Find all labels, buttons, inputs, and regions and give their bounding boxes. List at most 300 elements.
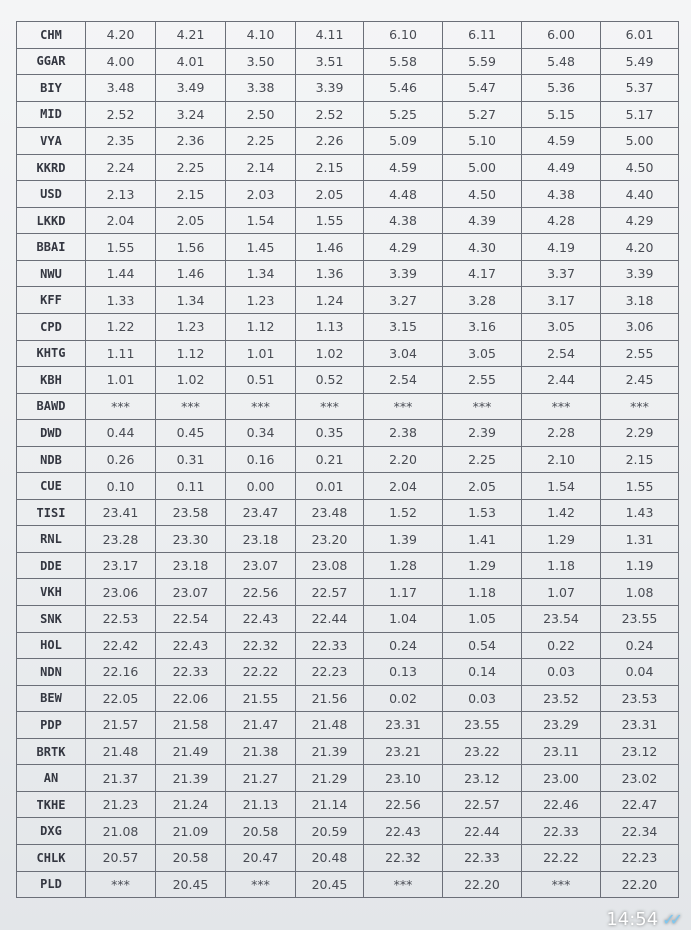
time-cell: 5.58: [364, 48, 443, 75]
time-cell: ***: [226, 871, 296, 898]
time-cell: 1.23: [226, 287, 296, 314]
time-cell: 23.29: [522, 712, 601, 739]
time-cell: 22.57: [443, 791, 522, 818]
timestamp: 14:54: [606, 908, 659, 930]
time-cell: 1.55: [86, 234, 156, 261]
table-row: [17, 101, 679, 128]
time-cell: 21.24: [156, 791, 226, 818]
row-code: USD: [17, 181, 86, 208]
time-cell: 3.06: [601, 314, 679, 341]
time-cell: 2.55: [601, 340, 679, 367]
time-cell: 1.12: [156, 340, 226, 367]
table-row: [17, 314, 679, 341]
time-cell: 23.02: [601, 765, 679, 792]
row-code: HOL: [17, 632, 86, 659]
row-code: DWD: [17, 420, 86, 447]
time-cell: 3.37: [522, 260, 601, 287]
time-cell: 22.33: [443, 844, 522, 871]
time-cell: 23.52: [522, 685, 601, 712]
row-code: VYA: [17, 128, 86, 155]
time-cell: 2.39: [443, 420, 522, 447]
time-cell: 23.12: [601, 738, 679, 765]
time-cell: 1.31: [601, 526, 679, 553]
time-cell: 2.52: [296, 101, 364, 128]
table-row: [17, 552, 679, 579]
table-row: [17, 871, 679, 898]
time-cell: 22.06: [156, 685, 226, 712]
time-cell: 1.53: [443, 499, 522, 526]
table-row: [17, 499, 679, 526]
row-code: NDB: [17, 446, 86, 473]
row-code: BIY: [17, 75, 86, 102]
time-cell: 4.40: [601, 181, 679, 208]
time-cell: 3.16: [443, 314, 522, 341]
time-cell: 22.23: [601, 844, 679, 871]
time-cell: 22.56: [226, 579, 296, 606]
time-cell: 21.39: [296, 738, 364, 765]
time-cell: 2.13: [86, 181, 156, 208]
time-cell: 5.27: [443, 101, 522, 128]
time-cell: 2.54: [522, 340, 601, 367]
time-cell: 1.28: [364, 552, 443, 579]
time-cell: 0.04: [601, 659, 679, 686]
time-cell: 3.51: [296, 48, 364, 75]
time-cell: 21.08: [86, 818, 156, 845]
time-cell: 4.20: [601, 234, 679, 261]
time-cell: 0.01: [296, 473, 364, 500]
row-code: LKKD: [17, 207, 86, 234]
time-cell: 1.45: [226, 234, 296, 261]
table-row: [17, 367, 679, 394]
time-cell: 1.11: [86, 340, 156, 367]
time-cell: 23.48: [296, 499, 364, 526]
time-cell: 21.23: [86, 791, 156, 818]
time-cell: 3.39: [296, 75, 364, 102]
time-cell: 23.18: [156, 552, 226, 579]
row-code: PDP: [17, 712, 86, 739]
time-cell: 2.05: [296, 181, 364, 208]
time-cell: 4.38: [364, 207, 443, 234]
time-cell: 2.24: [86, 154, 156, 181]
time-cell: 23.18: [226, 526, 296, 553]
time-cell: 5.48: [522, 48, 601, 75]
time-cell: 4.19: [522, 234, 601, 261]
table-row: [17, 685, 679, 712]
table-row: [17, 340, 679, 367]
time-cell: 23.07: [156, 579, 226, 606]
time-cell: 4.21: [156, 22, 226, 49]
time-cell: 1.56: [156, 234, 226, 261]
time-cell: 20.59: [296, 818, 364, 845]
time-cell: 21.47: [226, 712, 296, 739]
time-cell: 0.13: [364, 659, 443, 686]
time-cell: 23.10: [364, 765, 443, 792]
time-cell: 22.33: [296, 632, 364, 659]
table-row: [17, 844, 679, 871]
timetable-body: [17, 22, 679, 898]
row-code: TKHE: [17, 791, 86, 818]
time-cell: 3.39: [601, 260, 679, 287]
time-cell: 2.29: [601, 420, 679, 447]
time-cell: 1.42: [522, 499, 601, 526]
time-cell: 0.03: [522, 659, 601, 686]
time-cell: 22.33: [156, 659, 226, 686]
time-cell: ***: [443, 393, 522, 420]
time-cell: 1.36: [296, 260, 364, 287]
row-code: CHM: [17, 22, 86, 49]
time-cell: 22.22: [226, 659, 296, 686]
time-cell: 5.00: [443, 154, 522, 181]
time-cell: 4.01: [156, 48, 226, 75]
time-cell: 21.58: [156, 712, 226, 739]
row-code: BRTK: [17, 738, 86, 765]
time-cell: 5.36: [522, 75, 601, 102]
time-cell: 20.58: [226, 818, 296, 845]
time-cell: 1.55: [296, 207, 364, 234]
row-code: DDE: [17, 552, 86, 579]
table-row: [17, 765, 679, 792]
time-cell: 2.05: [443, 473, 522, 500]
time-cell: 0.54: [443, 632, 522, 659]
time-cell: 1.43: [601, 499, 679, 526]
time-cell: 21.37: [86, 765, 156, 792]
time-cell: 5.37: [601, 75, 679, 102]
time-cell: 22.23: [296, 659, 364, 686]
time-cell: 1.29: [443, 552, 522, 579]
time-cell: 23.54: [522, 606, 601, 633]
time-cell: 1.34: [156, 287, 226, 314]
time-cell: 22.33: [522, 818, 601, 845]
time-cell: 2.55: [443, 367, 522, 394]
time-cell: 2.15: [296, 154, 364, 181]
table-row: [17, 712, 679, 739]
row-code: NDN: [17, 659, 86, 686]
time-cell: 2.04: [86, 207, 156, 234]
time-cell: 4.17: [443, 260, 522, 287]
time-cell: 22.16: [86, 659, 156, 686]
table-row: [17, 420, 679, 447]
table-row: [17, 791, 679, 818]
table-row: [17, 473, 679, 500]
time-cell: 0.14: [443, 659, 522, 686]
timetable: [16, 21, 679, 898]
time-cell: 0.52: [296, 367, 364, 394]
time-cell: 4.29: [364, 234, 443, 261]
time-cell: 3.39: [364, 260, 443, 287]
time-cell: 3.28: [443, 287, 522, 314]
time-cell: 3.48: [86, 75, 156, 102]
time-cell: 2.28: [522, 420, 601, 447]
time-cell: 2.50: [226, 101, 296, 128]
time-cell: 23.41: [86, 499, 156, 526]
time-cell: 1.19: [601, 552, 679, 579]
time-cell: 1.12: [226, 314, 296, 341]
time-cell: 4.20: [86, 22, 156, 49]
time-cell: 21.29: [296, 765, 364, 792]
time-cell: 1.01: [226, 340, 296, 367]
time-cell: 3.49: [156, 75, 226, 102]
time-cell: 5.49: [601, 48, 679, 75]
table-row: [17, 128, 679, 155]
time-cell: 0.24: [364, 632, 443, 659]
time-cell: 4.59: [522, 128, 601, 155]
time-cell: 1.17: [364, 579, 443, 606]
time-cell: 3.38: [226, 75, 296, 102]
table-row: [17, 154, 679, 181]
time-cell: 22.32: [364, 844, 443, 871]
time-cell: 3.50: [226, 48, 296, 75]
time-cell: 1.04: [364, 606, 443, 633]
time-cell: 21.48: [296, 712, 364, 739]
time-cell: 5.47: [443, 75, 522, 102]
time-cell: 21.14: [296, 791, 364, 818]
time-cell: 2.52: [86, 101, 156, 128]
row-code: CHLK: [17, 844, 86, 871]
time-cell: ***: [296, 393, 364, 420]
time-cell: 4.48: [364, 181, 443, 208]
time-cell: 1.39: [364, 526, 443, 553]
time-cell: 5.10: [443, 128, 522, 155]
row-code: PLD: [17, 871, 86, 898]
time-cell: 4.00: [86, 48, 156, 75]
time-cell: 0.35: [296, 420, 364, 447]
time-cell: 0.22: [522, 632, 601, 659]
time-cell: 5.59: [443, 48, 522, 75]
time-cell: 5.25: [364, 101, 443, 128]
time-cell: 21.38: [226, 738, 296, 765]
time-cell: 23.31: [364, 712, 443, 739]
table-row: [17, 22, 679, 49]
time-cell: 1.02: [296, 340, 364, 367]
time-cell: 0.24: [601, 632, 679, 659]
time-cell: 1.55: [601, 473, 679, 500]
time-cell: 2.25: [443, 446, 522, 473]
time-cell: 4.29: [601, 207, 679, 234]
time-cell: 4.49: [522, 154, 601, 181]
time-cell: 6.00: [522, 22, 601, 49]
time-cell: 1.02: [156, 367, 226, 394]
time-cell: 22.44: [296, 606, 364, 633]
row-code: SNK: [17, 606, 86, 633]
time-cell: 1.46: [296, 234, 364, 261]
time-cell: 21.49: [156, 738, 226, 765]
time-cell: 2.25: [226, 128, 296, 155]
row-code: GGAR: [17, 48, 86, 75]
row-code: VKH: [17, 579, 86, 606]
time-cell: 2.44: [522, 367, 601, 394]
time-cell: 2.04: [364, 473, 443, 500]
time-cell: 1.07: [522, 579, 601, 606]
row-code: BAWD: [17, 393, 86, 420]
time-cell: 1.13: [296, 314, 364, 341]
time-cell: 23.55: [443, 712, 522, 739]
time-cell: 20.48: [296, 844, 364, 871]
time-cell: 3.05: [522, 314, 601, 341]
time-cell: 1.22: [86, 314, 156, 341]
time-cell: 0.11: [156, 473, 226, 500]
table-row: [17, 393, 679, 420]
time-cell: 2.15: [156, 181, 226, 208]
row-code: NWU: [17, 260, 86, 287]
time-cell: 23.08: [296, 552, 364, 579]
row-code: AN: [17, 765, 86, 792]
time-cell: 2.05: [156, 207, 226, 234]
time-cell: 3.05: [443, 340, 522, 367]
time-cell: 23.20: [296, 526, 364, 553]
time-cell: 4.10: [226, 22, 296, 49]
time-cell: ***: [522, 871, 601, 898]
table-row: [17, 818, 679, 845]
time-cell: 20.45: [296, 871, 364, 898]
time-cell: 1.29: [522, 526, 601, 553]
table-row: [17, 738, 679, 765]
time-cell: 6.01: [601, 22, 679, 49]
table-row: [17, 207, 679, 234]
time-cell: 22.43: [364, 818, 443, 845]
time-cell: 23.47: [226, 499, 296, 526]
table-row: [17, 632, 679, 659]
time-cell: 21.39: [156, 765, 226, 792]
time-cell: 20.58: [156, 844, 226, 871]
time-cell: 23.11: [522, 738, 601, 765]
time-cell: 1.34: [226, 260, 296, 287]
time-cell: 2.35: [86, 128, 156, 155]
time-cell: 23.55: [601, 606, 679, 633]
time-cell: 23.21: [364, 738, 443, 765]
time-cell: 21.13: [226, 791, 296, 818]
row-code: MID: [17, 101, 86, 128]
time-cell: 4.50: [443, 181, 522, 208]
row-code: KBH: [17, 367, 86, 394]
table-row: [17, 48, 679, 75]
time-cell: 2.36: [156, 128, 226, 155]
time-cell: 0.34: [226, 420, 296, 447]
time-cell: 23.06: [86, 579, 156, 606]
time-cell: 22.56: [364, 791, 443, 818]
time-cell: 23.00: [522, 765, 601, 792]
time-cell: 5.46: [364, 75, 443, 102]
time-cell: 0.51: [226, 367, 296, 394]
time-cell: 22.53: [86, 606, 156, 633]
time-cell: ***: [226, 393, 296, 420]
time-cell: 3.24: [156, 101, 226, 128]
time-cell: 1.24: [296, 287, 364, 314]
time-cell: 0.02: [364, 685, 443, 712]
row-code: BBAI: [17, 234, 86, 261]
time-cell: 23.53: [601, 685, 679, 712]
table-row: [17, 260, 679, 287]
time-cell: 2.54: [364, 367, 443, 394]
time-cell: ***: [364, 871, 443, 898]
row-code: CPD: [17, 314, 86, 341]
time-cell: 2.03: [226, 181, 296, 208]
time-cell: 22.20: [443, 871, 522, 898]
time-cell: 0.03: [443, 685, 522, 712]
time-cell: 2.10: [522, 446, 601, 473]
time-cell: 22.46: [522, 791, 601, 818]
time-cell: 1.01: [86, 367, 156, 394]
row-code: TISI: [17, 499, 86, 526]
time-cell: 23.22: [443, 738, 522, 765]
time-cell: 23.07: [226, 552, 296, 579]
time-cell: 1.18: [522, 552, 601, 579]
time-cell: 0.45: [156, 420, 226, 447]
time-cell: 0.10: [86, 473, 156, 500]
time-cell: 20.47: [226, 844, 296, 871]
time-cell: 22.43: [226, 606, 296, 633]
time-cell: 0.26: [86, 446, 156, 473]
time-cell: 22.22: [522, 844, 601, 871]
time-cell: 22.47: [601, 791, 679, 818]
image-timestamp-overlay: [606, 908, 677, 930]
time-cell: 22.32: [226, 632, 296, 659]
time-cell: 3.18: [601, 287, 679, 314]
row-code: KKRD: [17, 154, 86, 181]
time-cell: 4.38: [522, 181, 601, 208]
time-cell: 21.27: [226, 765, 296, 792]
time-cell: 22.34: [601, 818, 679, 845]
time-cell: 1.18: [443, 579, 522, 606]
row-code: KHTG: [17, 340, 86, 367]
time-cell: 5.00: [601, 128, 679, 155]
time-cell: 2.14: [226, 154, 296, 181]
time-cell: 1.46: [156, 260, 226, 287]
time-cell: 5.09: [364, 128, 443, 155]
time-cell: 1.33: [86, 287, 156, 314]
time-cell: 22.05: [86, 685, 156, 712]
time-cell: 22.54: [156, 606, 226, 633]
row-code: RNL: [17, 526, 86, 553]
time-cell: 22.43: [156, 632, 226, 659]
time-cell: 1.44: [86, 260, 156, 287]
time-cell: ***: [364, 393, 443, 420]
time-cell: 21.57: [86, 712, 156, 739]
time-cell: 22.42: [86, 632, 156, 659]
time-cell: 0.21: [296, 446, 364, 473]
time-cell: 2.26: [296, 128, 364, 155]
time-cell: 5.17: [601, 101, 679, 128]
time-cell: 23.12: [443, 765, 522, 792]
table-row: [17, 234, 679, 261]
time-cell: 23.31: [601, 712, 679, 739]
time-cell: 1.08: [601, 579, 679, 606]
row-code: BEW: [17, 685, 86, 712]
time-cell: 22.44: [443, 818, 522, 845]
table-row: [17, 606, 679, 633]
row-code: KFF: [17, 287, 86, 314]
time-cell: 3.04: [364, 340, 443, 367]
time-cell: 1.41: [443, 526, 522, 553]
time-cell: 0.31: [156, 446, 226, 473]
time-cell: 20.57: [86, 844, 156, 871]
table-row: [17, 287, 679, 314]
table-row: [17, 181, 679, 208]
time-cell: 2.20: [364, 446, 443, 473]
time-cell: 4.30: [443, 234, 522, 261]
time-cell: 5.15: [522, 101, 601, 128]
time-cell: 21.56: [296, 685, 364, 712]
time-cell: 20.45: [156, 871, 226, 898]
time-cell: 3.17: [522, 287, 601, 314]
time-cell: ***: [156, 393, 226, 420]
table-row: [17, 579, 679, 606]
table-row: [17, 446, 679, 473]
row-code: DXG: [17, 818, 86, 845]
time-cell: ***: [86, 393, 156, 420]
time-cell: 4.11: [296, 22, 364, 49]
time-cell: 23.58: [156, 499, 226, 526]
table-row: [17, 75, 679, 102]
